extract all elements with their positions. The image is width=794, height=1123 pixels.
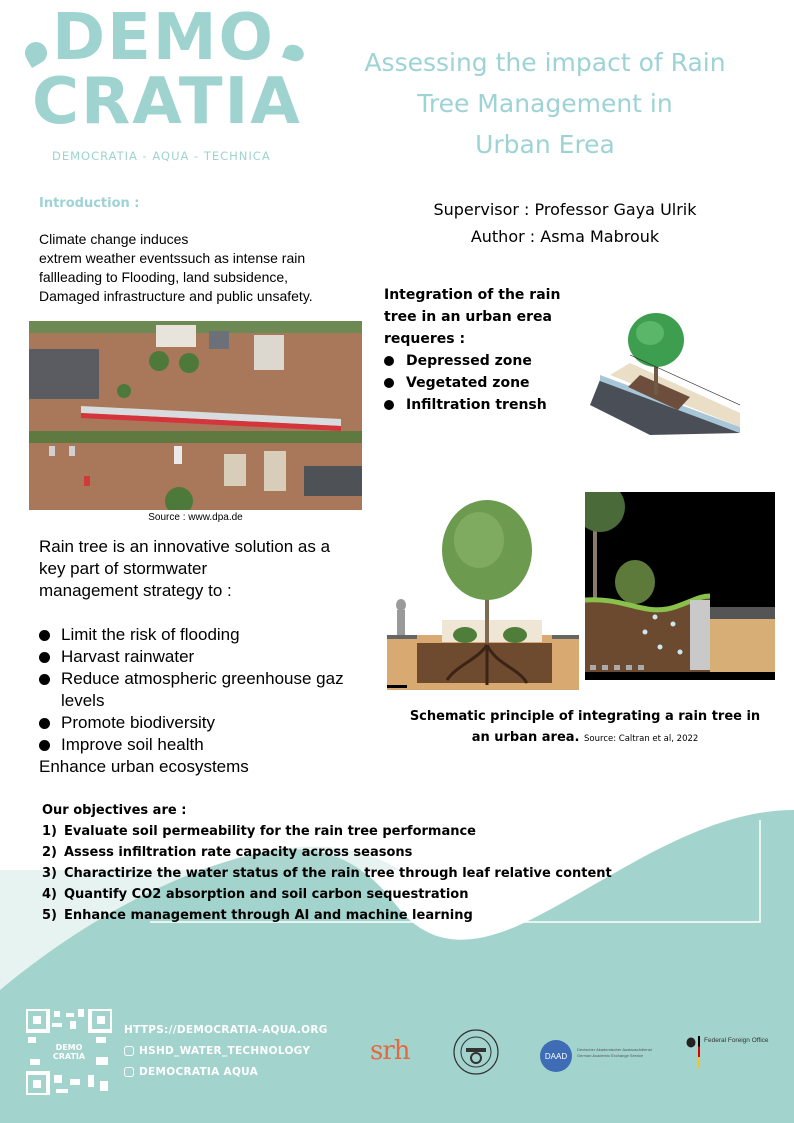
objective-text: Enhance management through AI and machine learning xyxy=(64,908,473,923)
bullet-icon xyxy=(384,356,394,366)
logo-tagline: DEMOCRATIA - AQUA - TECHNICA xyxy=(52,149,271,163)
logo-line-2: CRATIA xyxy=(32,65,302,139)
footer-links xyxy=(124,1020,328,1083)
instagram-icon xyxy=(124,1046,134,1056)
list-item-text: Limit the risk of flooding xyxy=(61,625,240,644)
objective-number: 1) xyxy=(42,824,57,839)
democratia-logo xyxy=(22,2,312,142)
caption-line-1: Schematic principle of integrating a rain tree in xyxy=(409,709,761,724)
caption-line-2: an urban area. xyxy=(471,730,580,745)
intro-line: extrem weather eventssuch as intense rain xyxy=(39,250,306,266)
srh-logo: srh xyxy=(370,1036,410,1066)
caption-source: Source: Caltran et al, 2022 xyxy=(584,734,699,744)
federal-eagle-icon xyxy=(686,1037,696,1048)
water-drop-icon xyxy=(282,42,306,64)
objective-text: Assess infiltration rate capacity across seasons xyxy=(64,845,413,860)
objective-number: 4) xyxy=(42,887,57,902)
list-item-text: Improve soil health xyxy=(61,735,204,754)
intro-line: Damaged infrastructure and public unsafety. xyxy=(39,288,313,304)
objective-text: Charactirize the water status of the rain tree through leaf relative content xyxy=(64,866,612,881)
objective-text: Evaluate soil permeability for the rain tree performance xyxy=(64,824,477,839)
qr-code[interactable] xyxy=(26,1009,112,1095)
objective-number: 5) xyxy=(42,908,57,923)
credits xyxy=(410,196,720,250)
objective-item xyxy=(42,842,622,863)
bullet-icon xyxy=(39,740,50,751)
daad-text-line: German Academic Exchange Service xyxy=(577,1053,644,1058)
raintree-intro-line: management strategy to : xyxy=(39,581,232,600)
bullet-icon xyxy=(39,652,50,663)
bullet-icon xyxy=(384,378,394,388)
author: Author : Asma Mabrouk xyxy=(470,227,660,246)
list-item xyxy=(384,350,584,372)
title-line: Urban Erea xyxy=(475,130,615,159)
university-seal-logo xyxy=(452,1028,500,1076)
introduction-heading: Introduction : xyxy=(39,196,140,211)
introduction-text xyxy=(39,230,369,306)
flood-photo-caption: Source : www.dpa.de xyxy=(148,512,243,523)
bullet-icon xyxy=(384,400,394,410)
federal-foreign-office-label: Federal Foreign Office xyxy=(704,1037,769,1044)
list-item xyxy=(384,394,584,416)
intro-line: fallleading to Flooding, land subsidence, xyxy=(39,269,289,285)
rain-tree-section-diagram xyxy=(387,495,579,695)
title-line: Assessing the impact of Rain xyxy=(364,48,726,77)
instagram-link[interactable] xyxy=(124,1041,328,1062)
integration-heading-line: tree in an urban erea xyxy=(384,309,552,325)
daad-logo: DAAD xyxy=(540,1040,572,1072)
youtube-icon xyxy=(124,1067,134,1077)
list-item xyxy=(39,668,379,690)
title-line: Tree Management in xyxy=(417,89,673,118)
flood-photo xyxy=(29,321,362,510)
raintree-closing: Enhance urban ecosystems xyxy=(39,757,249,776)
objectives-section xyxy=(42,800,622,926)
instagram-handle: HSHD_WATER_TECHNOLOGY xyxy=(139,1045,311,1057)
objective-text: Quantify CO2 absorption and soil carbon sequestration xyxy=(64,887,469,902)
list-item-text: Infiltration trensh xyxy=(406,397,547,413)
list-item-continuation: levels xyxy=(61,691,105,710)
list-item xyxy=(384,372,584,394)
objective-number: 3) xyxy=(42,866,57,881)
list-item-text: Reduce atmospheric greenhouse gaz xyxy=(61,669,344,688)
intro-line: Climate change induces xyxy=(39,231,189,247)
water-drop-icon xyxy=(21,38,51,68)
bullet-icon xyxy=(39,630,50,641)
objective-item xyxy=(42,863,622,884)
rain-tree-street-diagram xyxy=(590,305,740,435)
list-item-text: Harvast rainwater xyxy=(61,647,195,666)
list-item xyxy=(39,734,379,756)
website-link[interactable]: HTTPS://DEMOCRATIA-AQUA.ORG xyxy=(124,1024,328,1036)
youtube-link[interactable] xyxy=(124,1062,328,1083)
objectives-heading: Our objectives are : xyxy=(42,803,187,818)
integration-heading-line: requeres : xyxy=(384,331,466,347)
list-item-text: Promote biodiversity xyxy=(61,713,216,732)
integration-heading-line: Integration of the rain xyxy=(384,287,561,303)
integration-section xyxy=(384,284,584,416)
bullet-icon xyxy=(39,674,50,685)
raintree-benefits xyxy=(39,536,379,778)
objective-item xyxy=(42,821,622,842)
raintree-intro-line: key part of stormwater xyxy=(39,559,208,578)
objective-item xyxy=(42,884,622,905)
schematic-caption xyxy=(395,706,775,750)
qr-label: DEMO xyxy=(55,1043,83,1052)
poster-title xyxy=(345,42,745,165)
list-item-text: Depressed zone xyxy=(406,353,532,369)
supervisor: Supervisor : Professor Gaya Ulrik xyxy=(433,200,697,219)
list-item-text: Vegetated zone xyxy=(406,375,530,391)
bullet-icon xyxy=(39,718,50,729)
daad-description xyxy=(577,1047,652,1059)
qr-label: CRATIA xyxy=(52,1052,86,1061)
german-flag-bar xyxy=(698,1036,700,1068)
objective-number: 2) xyxy=(42,845,57,860)
youtube-channel: DEMOCRATIA AQUA xyxy=(139,1066,259,1078)
daad-text-line: Deutscher Akademischer Austauschdienst xyxy=(577,1047,652,1052)
raintree-intro-line: Rain tree is an innovative solution as a xyxy=(39,537,331,556)
objective-item xyxy=(42,905,622,926)
list-item xyxy=(39,624,379,646)
list-item xyxy=(39,646,379,668)
list-item xyxy=(39,712,379,734)
logo-line-1: DEMO xyxy=(52,1,275,75)
rain-infiltration-diagram xyxy=(585,492,775,680)
